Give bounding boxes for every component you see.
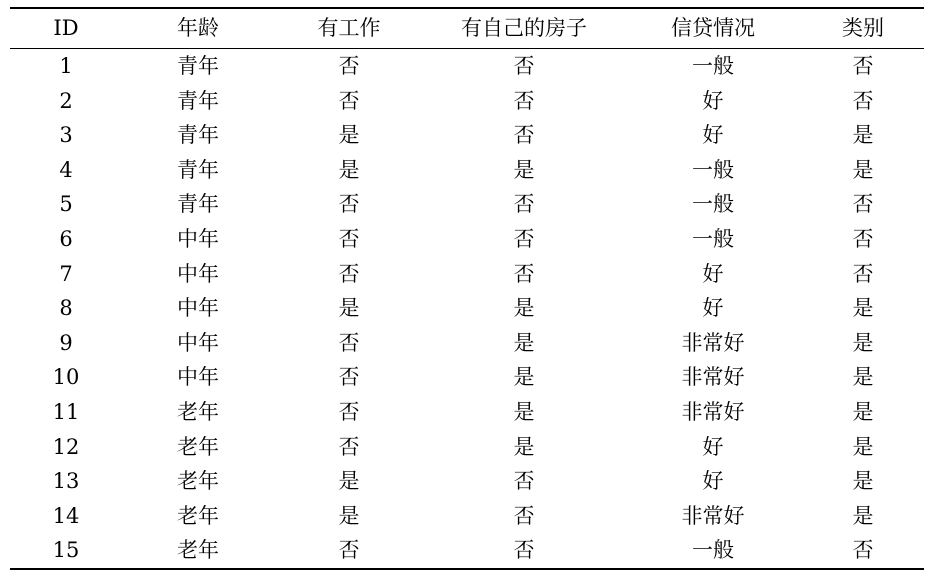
cell-age: 青年 bbox=[177, 123, 219, 148]
cell-class: 否 bbox=[852, 538, 874, 563]
cell-age: 中年 bbox=[177, 226, 219, 251]
table-row bbox=[10, 118, 924, 153]
cell-owns-house: 否 bbox=[513, 261, 535, 286]
table-row bbox=[10, 464, 924, 499]
table-row bbox=[10, 187, 924, 222]
cell-credit: 好 bbox=[702, 261, 724, 286]
cell-class: 否 bbox=[852, 88, 874, 113]
cell-id: 6 bbox=[59, 226, 73, 251]
cell-credit: 非常好 bbox=[681, 330, 745, 355]
cell-age: 中年 bbox=[177, 365, 219, 390]
cell-owns-house: 是 bbox=[513, 296, 535, 321]
header-owns-house: 有自己的房子 bbox=[461, 16, 587, 40]
cell-credit: 非常好 bbox=[681, 399, 745, 424]
cell-id: 12 bbox=[52, 434, 80, 459]
cell-id: 5 bbox=[59, 192, 73, 217]
cell-has-job: 否 bbox=[338, 192, 360, 217]
cell-has-job: 否 bbox=[338, 54, 360, 78]
cell-class: 是 bbox=[852, 399, 874, 424]
cell-has-job: 否 bbox=[338, 434, 360, 459]
cell-credit: 好 bbox=[702, 469, 724, 494]
cell-has-job: 否 bbox=[338, 330, 360, 355]
cell-has-job: 否 bbox=[338, 538, 360, 563]
cell-class: 是 bbox=[852, 330, 874, 355]
cell-age: 中年 bbox=[177, 261, 219, 286]
cell-credit: 好 bbox=[702, 88, 724, 113]
cell-age: 青年 bbox=[177, 192, 219, 217]
cell-id: 14 bbox=[52, 503, 80, 528]
cell-has-job: 是 bbox=[338, 123, 360, 148]
cell-age: 老年 bbox=[177, 399, 219, 424]
header-credit: 信贷情况 bbox=[671, 16, 755, 40]
cell-age: 老年 bbox=[177, 538, 219, 563]
table-row bbox=[10, 326, 924, 361]
cell-age: 中年 bbox=[177, 296, 219, 321]
cell-age: 青年 bbox=[177, 88, 219, 113]
cell-has-job: 是 bbox=[338, 296, 360, 321]
cell-owns-house: 否 bbox=[513, 192, 535, 217]
cell-id: 4 bbox=[59, 157, 73, 182]
cell-id: 15 bbox=[52, 538, 80, 563]
cell-credit: 一般 bbox=[692, 226, 734, 251]
cell-owns-house: 否 bbox=[513, 123, 535, 148]
header-has-job: 有工作 bbox=[317, 16, 381, 40]
cell-id: 9 bbox=[59, 330, 73, 355]
cell-credit: 一般 bbox=[692, 538, 734, 563]
cell-class: 否 bbox=[852, 261, 874, 286]
cell-credit: 非常好 bbox=[681, 365, 745, 390]
cell-class: 否 bbox=[852, 192, 874, 217]
cell-has-job: 否 bbox=[338, 365, 360, 390]
table-row bbox=[10, 222, 924, 257]
cell-owns-house: 否 bbox=[513, 469, 535, 494]
cell-has-job: 是 bbox=[338, 469, 360, 494]
cell-owns-house: 是 bbox=[513, 399, 535, 424]
cell-has-job: 否 bbox=[338, 226, 360, 251]
table-header-row bbox=[10, 8, 924, 49]
cell-id: 10 bbox=[52, 365, 80, 390]
table-row bbox=[10, 395, 924, 430]
table-row bbox=[10, 153, 924, 188]
cell-class: 是 bbox=[852, 123, 874, 148]
cell-owns-house: 否 bbox=[513, 88, 535, 113]
cell-owns-house: 是 bbox=[513, 365, 535, 390]
cell-owns-house: 是 bbox=[513, 330, 535, 355]
table-row bbox=[10, 499, 924, 534]
cell-age: 青年 bbox=[177, 54, 219, 78]
cell-owns-house: 否 bbox=[513, 54, 535, 78]
cell-owns-house: 否 bbox=[513, 503, 535, 528]
cell-class: 是 bbox=[852, 503, 874, 528]
cell-owns-house: 是 bbox=[513, 157, 535, 182]
cell-class: 是 bbox=[852, 469, 874, 494]
cell-has-job: 是 bbox=[338, 157, 360, 182]
cell-owns-house: 否 bbox=[513, 538, 535, 563]
cell-age: 老年 bbox=[177, 503, 219, 528]
table-row bbox=[10, 49, 924, 84]
cell-credit: 非常好 bbox=[681, 503, 745, 528]
cell-has-job: 否 bbox=[338, 399, 360, 424]
cell-class: 是 bbox=[852, 296, 874, 321]
cell-credit: 好 bbox=[702, 123, 724, 148]
cell-class: 是 bbox=[852, 434, 874, 459]
table-row bbox=[10, 291, 924, 326]
cell-class: 是 bbox=[852, 365, 874, 390]
cell-id: 8 bbox=[59, 296, 73, 321]
table-row bbox=[10, 430, 924, 465]
cell-credit: 好 bbox=[702, 434, 724, 459]
cell-owns-house: 否 bbox=[513, 226, 535, 251]
cell-has-job: 否 bbox=[338, 261, 360, 286]
cell-age: 老年 bbox=[177, 434, 219, 459]
cell-id: 3 bbox=[59, 123, 73, 148]
header-class: 类别 bbox=[842, 16, 884, 40]
cell-has-job: 否 bbox=[338, 88, 360, 113]
cell-credit: 一般 bbox=[692, 192, 734, 217]
cell-age: 中年 bbox=[177, 330, 219, 355]
table-row bbox=[10, 257, 924, 292]
cell-credit: 一般 bbox=[692, 157, 734, 182]
loan-data-table bbox=[10, 7, 924, 570]
header-age: 年龄 bbox=[177, 16, 219, 40]
cell-has-job: 是 bbox=[338, 503, 360, 528]
table-row bbox=[10, 360, 924, 395]
cell-owns-house: 是 bbox=[513, 434, 535, 459]
cell-id: 2 bbox=[59, 88, 73, 113]
cell-id: 13 bbox=[52, 469, 80, 494]
cell-id: 11 bbox=[52, 399, 80, 424]
cell-age: 老年 bbox=[177, 469, 219, 494]
cell-class: 是 bbox=[852, 157, 874, 182]
cell-class: 否 bbox=[852, 226, 874, 251]
cell-credit: 一般 bbox=[692, 54, 734, 78]
cell-id: 7 bbox=[59, 261, 73, 286]
cell-age: 青年 bbox=[177, 157, 219, 182]
cell-id: 1 bbox=[59, 54, 73, 78]
cell-credit: 好 bbox=[702, 296, 724, 321]
cell-class: 否 bbox=[852, 54, 874, 78]
header-id: ID bbox=[53, 16, 79, 40]
table-row bbox=[10, 84, 924, 119]
table-row bbox=[10, 533, 924, 569]
